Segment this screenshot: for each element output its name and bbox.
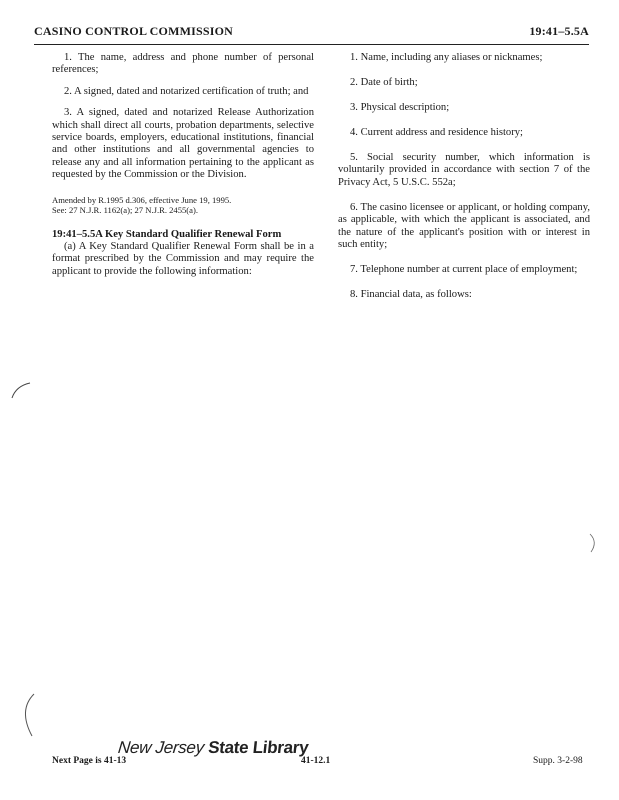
stamp-text-1: New Jersey — [117, 738, 210, 757]
list-item: 7. Telephone number at current place of employment; — [350, 264, 578, 276]
amendment-note — [52, 195, 314, 215]
list-item: 4. Current address and residence history; — [350, 127, 523, 138]
list-item: 5. Social security number, which information is voluntarily provided in accordance with section 7 of the Privacy Act, 5 U.S.C. 552a; — [338, 152, 590, 188]
next-page-note: Next Page is 41-13 — [52, 756, 127, 766]
list-item: 1. Name, including any aliases or nicknames; — [350, 52, 543, 63]
running-header — [34, 24, 589, 45]
list-item: 2. Date of birth; — [350, 77, 418, 88]
scan-mark-bottom-left — [12, 690, 42, 740]
stamp-text-3: Library — [247, 738, 310, 757]
list-item: 8. Financial data, as follows: — [350, 289, 472, 301]
list-item: 3. A signed, dated and notarized Release Authorization which shall direct all courts, probation departments, selective service boards, employers, educational institutions, financial and other institutions and all governmental agencies to release any and all information pertaining to the applicant as requested by the Commission or the Division. — [52, 107, 314, 181]
list-item: 6. The casino licensee or applicant, or holding company, as applicable, with which the applicant is associated, and the nature of the applicant's position with or interest in such entity; — [338, 201, 590, 251]
stamp-text-2: State — [207, 738, 250, 757]
page-number: 41-12.1 — [301, 756, 331, 766]
header-title: CASINO CONTROL COMMISSION — [34, 24, 234, 38]
list-item: 3. Physical description; — [350, 102, 450, 113]
section-body: (a) A Key Standard Qualifier Renewal Form shall be in a format prescribed by the Commission and may require the applicant to provide the following information: — [52, 241, 314, 277]
header-section-number: 19:41–5.5A — [529, 24, 589, 38]
supplement-date: Supp. 3-2-98 — [533, 756, 583, 766]
scan-mark-left — [4, 376, 34, 406]
library-stamp — [117, 738, 309, 758]
section-heading: 19:41–5.5A Key Standard Qualifier Renewal Form — [52, 228, 282, 240]
right-column — [338, 52, 590, 314]
list-item: 1. The name, address and phone number of personal references; — [52, 52, 314, 76]
list-item: 2. A signed, dated and notarized certification of truth; and — [64, 85, 309, 97]
amendment-line: Amended by R.1995 d.306, effective June 19, 1995. — [52, 194, 232, 205]
left-column — [52, 52, 314, 278]
scan-mark-right — [586, 530, 602, 556]
citation-line: See: 27 N.J.R. 1162(a); 27 N.J.R. 2455(a). — [52, 204, 198, 215]
